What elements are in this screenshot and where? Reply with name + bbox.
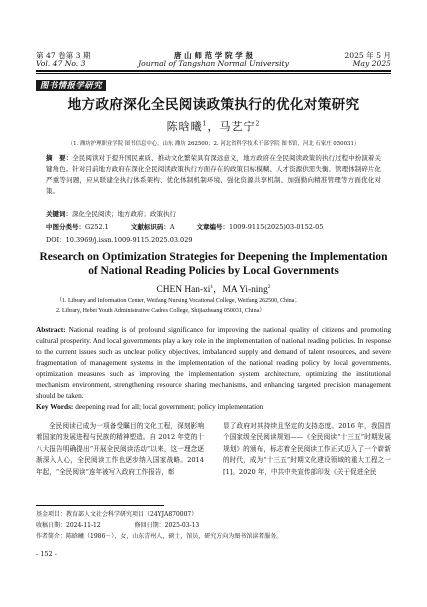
author-1-mark-en: 1 bbox=[210, 283, 214, 290]
article-no-value: 1009-9115(2025)03-0152-05 bbox=[229, 223, 324, 231]
received-date bbox=[36, 520, 101, 529]
revised-label: 修回日期： bbox=[134, 522, 165, 529]
issue-date-cn: 2025 年 5 月 bbox=[344, 51, 391, 60]
author-1-en: CHEN Han-xi bbox=[156, 285, 211, 295]
revised-date bbox=[135, 520, 200, 529]
paper-title-cn: 地方政府深化全民阅读政策执行的优化对策研究 bbox=[67, 97, 360, 113]
clc-value: G252.1 bbox=[85, 223, 109, 231]
author-1-mark: 1 bbox=[202, 120, 208, 128]
body-paragraph-2: 显了政府对其持续且坚定的支持态度。2016 年，我国首个国家级全民阅读规划——《全民阅读“十三五”时期发展规划》的颁布，标志着全民阅读工作正式迈入了一个崭新的时代，成为“十三五”时期文化建设领域的重大工程之一[1]。2020 年，中共中央宣传部印发《关于促进全民 bbox=[223, 422, 391, 476]
header-rule-thick bbox=[36, 70, 391, 72]
author-bio: 作者简介：陈晗曦（1986－），女，山东青州人，硕士，馆员，研究方向为图书馆读者服务。 bbox=[36, 533, 283, 540]
clc-number bbox=[46, 222, 109, 231]
received-label: 收稿日期： bbox=[36, 522, 67, 529]
article-no-label: 文章编号： bbox=[196, 223, 230, 231]
author-1-cn: 陈晗曦 bbox=[166, 120, 203, 133]
article-number bbox=[197, 222, 324, 231]
section-tag: 图书情报学研究 bbox=[36, 80, 106, 91]
received-value: 2024-11-12 bbox=[66, 522, 101, 529]
abstract-text-cn: 全民阅读对于提升国民素质、推动文化繁荣具有深远意义，地方政府在全民阅读政策的执行过程中扮演着关键角色。针对目前地方政府在深化全民阅读政策执行方面存在的政策目标模糊、人才资源供需失衡、管理体制碎片化严重等问题，应从联建全执行体系架构、优化体制机制环境、强化资源共享机制、加强勤向精准管理等方面优化对策。 bbox=[46, 154, 382, 195]
keywords-text-cn: 深化全民阅读；地方政府；政策执行 bbox=[72, 210, 176, 218]
volume-cn: 第 47 卷第 3 期 bbox=[36, 51, 91, 60]
journal-name-cn: 唐 山 师 范 学 院 学 报 bbox=[173, 51, 254, 60]
body-column-left bbox=[36, 421, 204, 478]
clc-label: 中图分类号： bbox=[46, 223, 85, 231]
author-2-mark: 2 bbox=[255, 120, 261, 128]
author-sep-en: ， bbox=[213, 285, 223, 295]
author-2-cn: 马艺宁 bbox=[219, 120, 256, 133]
keywords-en bbox=[36, 402, 391, 411]
author-2-mark-en: 2 bbox=[267, 283, 271, 290]
abstract-en bbox=[36, 324, 391, 401]
abstract-label-cn: 摘 要： bbox=[46, 154, 73, 162]
keywords-label-cn: 关键词： bbox=[46, 210, 72, 218]
abstract-cn bbox=[46, 153, 381, 197]
issue-date-en: May 2025 bbox=[352, 59, 391, 68]
header-rule-thin bbox=[36, 73, 391, 74]
footnote-rule bbox=[36, 505, 164, 506]
authors-en bbox=[0, 281, 427, 295]
journal-name-en: Journal of Tangshan Normal University bbox=[138, 59, 289, 68]
paper-title-en bbox=[36, 250, 391, 278]
title-en-line-1: Research on Optimization Strategies for Deepening the Implementation bbox=[39, 251, 388, 263]
body-paragraph-1: 全民阅读已成为一项备受瞩目的文化工程，深刻影响着国家的发展进程与民族的精神塑造。自 2012 年党的十八大报告明确提出“开展全民阅读活动”以来，这一理念逐渐深入人心，全民阅读工作也逐步纳入国家战略。2014 年起，“全民阅读”连年被写入政府工作报告，彰 bbox=[36, 422, 204, 476]
affiliation-en-2: 2. Library, Hebei Youth Administrative Cadres College, Shijiazhuang 050031, China） bbox=[56, 308, 266, 314]
abstract-label-en: Abstract: bbox=[36, 325, 66, 334]
author-sep-cn: ， bbox=[207, 120, 220, 133]
fund-note: 基金项目：教育部人文社会科学研究项目（24YJA870007） bbox=[36, 511, 198, 518]
author-2-en: MA Yi-ning bbox=[222, 285, 268, 295]
title-en-line-2: of National Reading Policies by Local Governments bbox=[88, 265, 339, 277]
page-number: - 152 - bbox=[36, 550, 57, 558]
running-header-en bbox=[36, 59, 391, 68]
authors-cn bbox=[0, 118, 427, 134]
keywords-label-en: Key Words: bbox=[36, 402, 74, 411]
body-column-right bbox=[223, 421, 391, 478]
abstract-text-en: National reading is of profound significance for improving the national quality of citizens and promoting cultural prosperity. And local governments play a key role in the implementation of national reading policies. In response to the current issues such as unclear policy objectives, imbalanced supply and demand of talent resources, and severe fragmentation of management systems in the implementation of the national reading policy by local governments, optimization measures such as improving the implementation system architecture, optimizing the institutional mechanism environment, strengthening resource sharing mechanisms, and enhancing targeted precision management should be taken. bbox=[36, 325, 391, 400]
revised-value: 2025-03-13 bbox=[164, 522, 200, 529]
date-notes bbox=[36, 520, 391, 529]
affiliation-cn: （1. 潍坊护理职业学院 图书信息中心，山东 潍坊 262500；2. 河北省科学技术干部学院 图书馆，河北 石家庄 050031） bbox=[67, 141, 360, 147]
volume-en: Vol. 47 No. 3 bbox=[36, 59, 86, 68]
doc-code-value: A bbox=[169, 223, 175, 231]
document-code bbox=[131, 222, 175, 231]
keywords-text-en: deepening read for all; local government; policy implementation bbox=[75, 402, 264, 411]
keywords-cn bbox=[46, 209, 381, 218]
doc-code-label: 文献标识码： bbox=[130, 223, 170, 231]
affiliation-en-1: （1. Library and Information Center, Weifang Nursing Vocational College, Weifang 262500, China； bbox=[56, 298, 301, 304]
doi[interactable]: DOI：10.3969/j.issn.1009-9115.2025.03.029 bbox=[46, 236, 193, 244]
classification-meta bbox=[46, 222, 381, 231]
